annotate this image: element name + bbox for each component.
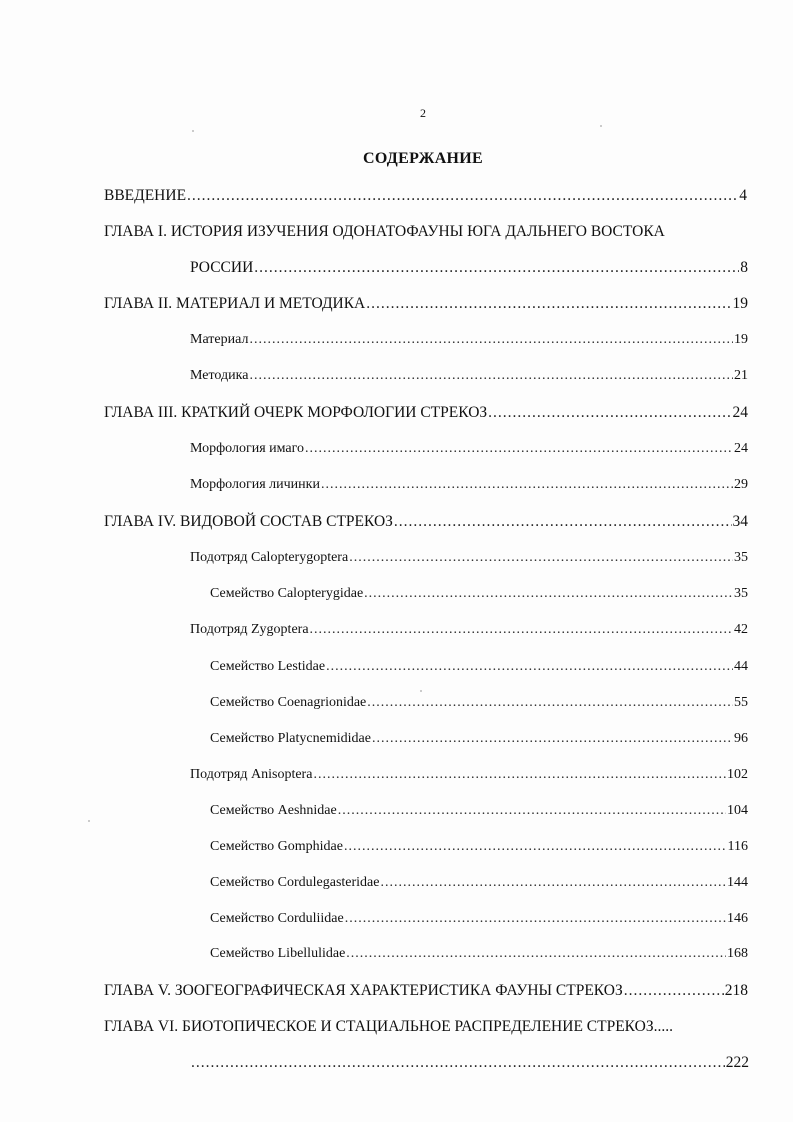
toc-entry-label: РОССИИ [190, 259, 254, 276]
page-title: СОДЕРЖАНИЕ [362, 150, 484, 167]
toc-entry-chapter-2 [104, 295, 748, 313]
toc-entry-page: 21 [734, 368, 748, 383]
toc-entry-family-calopterygidae [210, 586, 748, 602]
scan-speck [192, 130, 194, 132]
toc-entry-label: ГЛАВА II. МАТЕРИАЛ И МЕТОДИКА [104, 295, 366, 312]
toc-entry-chapter-1-continuation [190, 259, 748, 277]
toc-entry-page: 24 [734, 441, 748, 456]
toc-entry-page: 24 [732, 404, 748, 421]
toc-leader-dots [349, 550, 733, 566]
toc-entry-label: Семейство Gomphidae [210, 839, 343, 854]
toc-entry-chapter-5 [104, 982, 748, 1000]
toc-entry-label: Материал [190, 332, 249, 347]
toc-entry-page: 144 [727, 875, 748, 890]
scan-speck [88, 820, 90, 822]
toc-entry-label: Семейство Platycnemididae [210, 731, 371, 746]
toc-leader-dots [305, 441, 733, 457]
scan-speck [420, 690, 422, 692]
toc-leader-dots [488, 404, 731, 422]
toc-leader-dots [191, 1054, 725, 1072]
toc-entry-page: 8 [740, 259, 748, 276]
toc-entry-family-aeshnidae [210, 803, 748, 819]
toc-entry-material [190, 332, 748, 348]
toc-entry-label: Подотряд Anisoptera [190, 767, 313, 782]
toc-entry-label: Подотряд Calopterygoptera [190, 550, 349, 565]
toc-entry-label: Подотряд Zygoptera [190, 622, 309, 637]
toc-entry-label: Семейство Calopterygidae [210, 586, 364, 601]
toc-leader-dots [187, 187, 738, 205]
toc-entry-page: 168 [727, 946, 748, 961]
scan-speck [600, 125, 602, 127]
toc-entry-family-libellulidae [210, 946, 748, 962]
toc-entry-label: Семейство Corduliidae [210, 911, 344, 926]
toc-entry-family-platycnemididae [210, 731, 748, 747]
toc-entry-page: 29 [734, 477, 748, 492]
toc-entry-label: Семейство Cordulegasteridae [210, 875, 380, 890]
toc-entry-introduction [104, 187, 747, 205]
toc-entry-chapter-6-continuation [190, 1054, 749, 1072]
toc-entry-page: 19 [732, 295, 748, 312]
toc-entry-family-cordulegasteridae [210, 875, 748, 891]
toc-leader-dots [249, 332, 733, 348]
toc-entry-label: Морфология личинки [190, 477, 320, 492]
toc-entry-page: 218 [724, 982, 748, 999]
toc-entry-methods [190, 368, 748, 384]
toc-entry-label: Семейство Lestidae [210, 659, 326, 674]
toc-entry-label: Семейство Coenagrionidae [210, 695, 367, 710]
toc-entry-page: 35 [734, 550, 748, 565]
toc-entry-chapter-1: ГЛАВА I. ИСТОРИЯ ИЗУЧЕНИЯ ОДОНАТОФАУНЫ ЮГА ДАЛЬНЕГО ВОСТОКА [104, 223, 665, 240]
toc-entry-family-lestidae [210, 659, 748, 675]
toc-entry-label: ВВЕДЕНИЕ [104, 187, 187, 204]
toc-entry-page: 35 [734, 586, 748, 601]
toc-leader-dots [624, 982, 724, 1000]
toc-leader-dots [380, 875, 726, 891]
toc-entry-suborder-anisoptera [190, 767, 748, 783]
toc-entry-larva-morphology [190, 477, 748, 493]
toc-entry-chapter-4 [104, 513, 748, 531]
toc-entry-label: ГЛАВА IV. ВИДОВОЙ СОСТАВ СТРЕКОЗ [104, 513, 393, 530]
toc-entry-family-coenagrionidae [210, 695, 748, 711]
toc-leader-dots [372, 731, 733, 747]
toc-leader-dots [366, 295, 731, 313]
toc-entry-label: Методика [190, 368, 249, 383]
toc-entry-imago-morphology [190, 441, 748, 457]
toc-entry-label: Морфология имаго [190, 441, 305, 456]
toc-entry-page: 102 [727, 767, 748, 782]
toc-leader-dots [364, 586, 733, 602]
toc-entry-family-corduliidae [210, 911, 748, 927]
toc-entry-page: 42 [734, 622, 748, 637]
toc-leader-dots [254, 259, 739, 277]
toc-entry-page: 222 [725, 1054, 749, 1071]
toc-entry-page: 96 [734, 731, 748, 746]
toc-entry-page: 55 [734, 695, 748, 710]
toc-entry-page: 19 [734, 332, 748, 347]
page-number: 2 [420, 106, 426, 120]
toc-leader-dots [249, 368, 733, 384]
toc-entry-page: 146 [727, 911, 748, 926]
toc-leader-dots [313, 767, 726, 783]
toc-entry-suborder-calopterygoptera [190, 550, 748, 566]
toc-entry-chapter-3 [104, 404, 748, 422]
toc-leader-dots [367, 695, 733, 711]
toc-entry-page: 116 [727, 839, 748, 854]
toc-entry-label: ГЛАВА III. КРАТКИЙ ОЧЕРК МОРФОЛОГИИ СТРЕКОЗ [104, 404, 488, 421]
toc-leader-dots [321, 477, 733, 493]
toc-entry-label: Семейство Libellulidae [210, 946, 346, 961]
toc-entry-suborder-zygoptera [190, 622, 748, 638]
toc-entry-page: 4 [739, 187, 747, 204]
toc-leader-dots [394, 513, 732, 531]
toc-leader-dots [338, 803, 726, 819]
toc-entry-family-gomphidae [210, 839, 748, 855]
toc-entry-page: 104 [727, 803, 748, 818]
toc-leader-dots [345, 911, 726, 927]
toc-entry-page: 34 [732, 513, 748, 530]
toc-entry-label: ГЛАВА V. ЗООГЕОГРАФИЧЕСКАЯ ХАРАКТЕРИСТИКА ФАУНЫ СТРЕКОЗ [104, 982, 623, 999]
toc-leader-dots [310, 622, 733, 638]
toc-entry-label: Семейство Aeshnidae [210, 803, 337, 818]
toc-entry-page: 44 [734, 659, 748, 674]
toc-leader-dots [344, 839, 727, 855]
toc-leader-dots [346, 946, 726, 962]
toc-leader-dots [326, 659, 733, 675]
toc-entry-chapter-6: ГЛАВА VI. БИОТОПИЧЕСКОЕ И СТАЦИАЛЬНОЕ РАСПРЕДЕЛЕНИЕ СТРЕКОЗ..... [104, 1018, 673, 1035]
